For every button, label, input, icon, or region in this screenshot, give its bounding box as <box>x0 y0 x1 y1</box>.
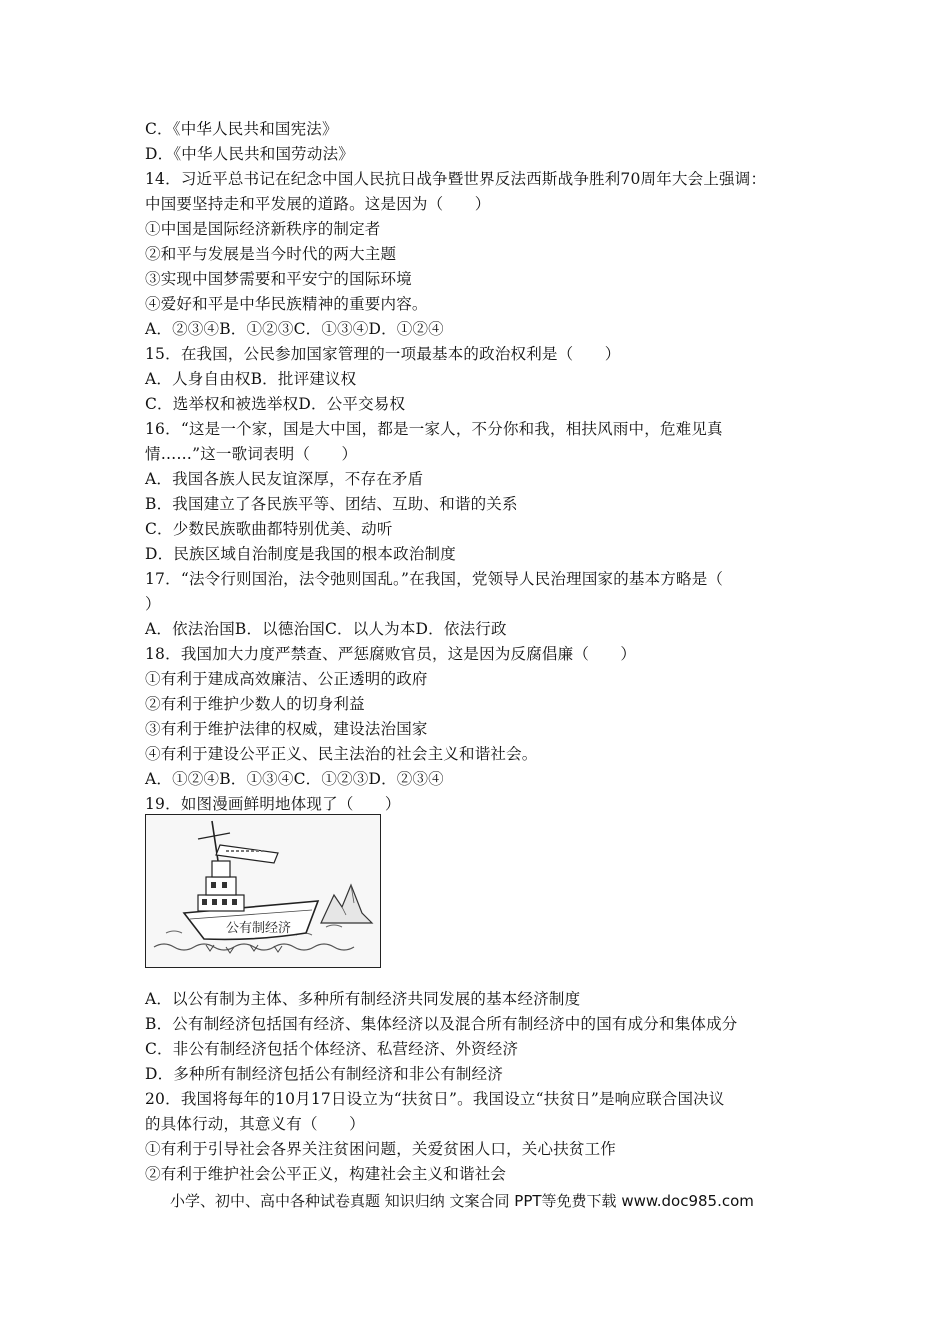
answer-choice: A．我国各族人民友谊深厚，不存在矛盾 <box>145 470 424 488</box>
text-line: D．《中华人民共和国劳动法》 <box>145 145 354 163</box>
option-line: ①有利于引导社会各界关注贫困问题，关爱贫困人口，关心扶贫工作 <box>145 1140 617 1158</box>
option-line: ②有利于维护少数人的切身利益 <box>145 695 365 713</box>
answer-choices: A．人身自由权B．批评建议权 <box>145 370 357 388</box>
option-line: ①有利于建成高效廉洁、公正透明的政府 <box>145 670 428 688</box>
question-18: 18．我国加大力度严禁查、严惩腐败官员，这是因为反腐倡廉（ ） <box>145 645 637 663</box>
ship-label: 公有制经济 <box>226 921 292 936</box>
question-20: 20．我国将每年的10月17日设立为“扶贫日”。我国设立“扶贫日”是响应联合国决议 <box>145 1090 725 1108</box>
answer-choice: B．我国建立了各民族平等、团结、互助、和谐的关系 <box>145 495 518 513</box>
question-17: 17．“法令行则国治，法令弛则国乱。”在我国，党领导人民治理国家的基本方略是（ <box>145 570 724 588</box>
answer-choice: A．以公有制为主体、多种所有制经济共同发展的基本经济制度 <box>145 990 581 1008</box>
text-line: C．《中华人民共和国宪法》 <box>145 120 338 138</box>
question-19: 19．如图漫画鲜明地体现了（ ） <box>145 795 401 813</box>
text-line: 中国要坚持走和平发展的道路。这是因为（ ） <box>145 195 491 213</box>
option-line: ③有利于维护法律的权威，建设法治国家 <box>145 720 428 738</box>
ship-cartoon-drawing <box>146 815 379 966</box>
option-line: ②和平与发展是当今时代的两大主题 <box>145 245 397 263</box>
text-line: 情……”这一歌词表明（ ） <box>145 445 358 463</box>
answer-choice: D．民族区域自治制度是我国的根本政治制度 <box>145 545 456 563</box>
option-line: ③实现中国梦需要和平安宁的国际环境 <box>145 270 412 288</box>
answer-choice: B．公有制经济包括国有经济、集体经济以及混合所有制经济中的国有成分和集体成分 <box>145 1015 738 1033</box>
question-15: 15．在我国，公民参加国家管理的一项最基本的政治权利是（ ） <box>145 345 621 363</box>
answer-choices: A．①②④B．①③④C．①②③D．②③④ <box>145 770 444 788</box>
answer-choice: C．少数民族歌曲都特别优美、动听 <box>145 520 393 538</box>
option-line: ④有利于建设公平正义、民主法治的社会主义和谐社会。 <box>145 745 538 763</box>
answer-choice: C．非公有制经济包括个体经济、私营经济、外资经济 <box>145 1040 519 1058</box>
text-line: ） <box>145 595 161 613</box>
option-line: ②有利于维护社会公平正义，构建社会主义和谐社会 <box>145 1165 507 1183</box>
question-16: 16．“这是一个家，国是大中国，都是一家人，不分你和我，相扶风雨中，危难见真 <box>145 420 723 438</box>
cartoon-image <box>145 814 381 968</box>
page-footer: 小学、初中、高中各种试卷真题 知识归纳 文案合同 PPT等免费下载 www.doc985.com <box>170 1192 754 1210</box>
option-line: ①中国是国际经济新秩序的制定者 <box>145 220 381 238</box>
answer-choice: D．多种所有制经济包括公有制经济和非公有制经济 <box>145 1065 504 1083</box>
answer-choices: A．②③④B．①②③C．①③④D．①②④ <box>145 320 444 338</box>
question-14: 14．习近平总书记在纪念中国人民抗日战争暨世界反法西斯战争胜利70周年大会上强调： <box>145 170 767 188</box>
text-line: 的具体行动，其意义有（ ） <box>145 1115 365 1133</box>
answer-choices: A．依法治国B．以德治国C．以人为本D．依法行政 <box>145 620 507 638</box>
option-line: ④爱好和平是中华民族精神的重要内容。 <box>145 295 428 313</box>
answer-choices: C．选举权和被选举权D．公平交易权 <box>145 395 406 413</box>
